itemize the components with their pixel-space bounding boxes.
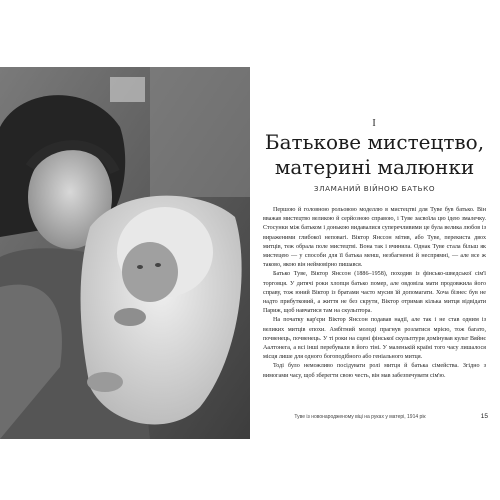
page-number: 15 [480,413,488,420]
chapter-number: I [372,118,377,129]
paragraph: Першою й головною рольовою моделлю в мистецтві для Туве був батько. Він вважав мистецтво великою й серйозною справою, і Туве засвоїла цю ідею змалечку. Стосунки між батьком і донькою видавалися суперечливими це була велика любов із вираженими глибокої неповагі. Віктор Янссон мітив, або Туве, перекиста двох митців, теж обрала поле мистецтві. Вона так і вчинила. Однак Туве стала більш як мистецею — у способи для її батька менш, незбагненні й неспрямні, — але все ж таково, якою він неймовірно пишався. [263,207,486,269]
photo-mother-with-infant [0,67,250,439]
paragraph: Батько Туве, Віктор Янссон (1886–1958), походив із фінсько-шведської сім'ї торговця. У дитячі роки хлопця батько помер, але овдовіла мати продовжила його справу, тож юний Віктор із братами часто мусив їй допомагати. Хоча бізнес був не надто прибутковий, а життя не без скрути, Віктор отримав кілька митця відвідати Париж, щоб навчатися там на скульптора. [263,271,486,315]
section-title: ЗЛАМАНИЙ ВІЙНОЮ БАТЬКО [313,184,436,193]
body-text [263,206,486,381]
chapter-title-line-1: Батькове мистецтво, [264,130,485,154]
chapter-title [263,130,486,180]
photo-illustration [0,67,250,439]
photo-caption: Туве із новонародженому віці на руках у матері, 1914 рік [294,414,426,420]
paragraph: Тоді було неможливо посідувати ролі митця й батька сімейства. Згідно з вимогами часу, щоб зберегти свою честь, він мав забезпечувати сім'ю. [263,363,486,379]
chapter-title-line-2: материні малюнки [274,155,475,179]
paragraph: На початку кар'єри Віктор Янссон подавав надії, але так і не став одним із великих митців епохи. Амбітний молоді прагнув розлатися мрією, тож багато, почвенець, почвенець. У ті роки на сцені фінської скульптури домінував культ Вяйнє Аалтонега, а всі інші перебували в його тіні. У маленькій країні того часу лишалося місця лише для одного богоподібного або геніального митця. [263,317,486,361]
